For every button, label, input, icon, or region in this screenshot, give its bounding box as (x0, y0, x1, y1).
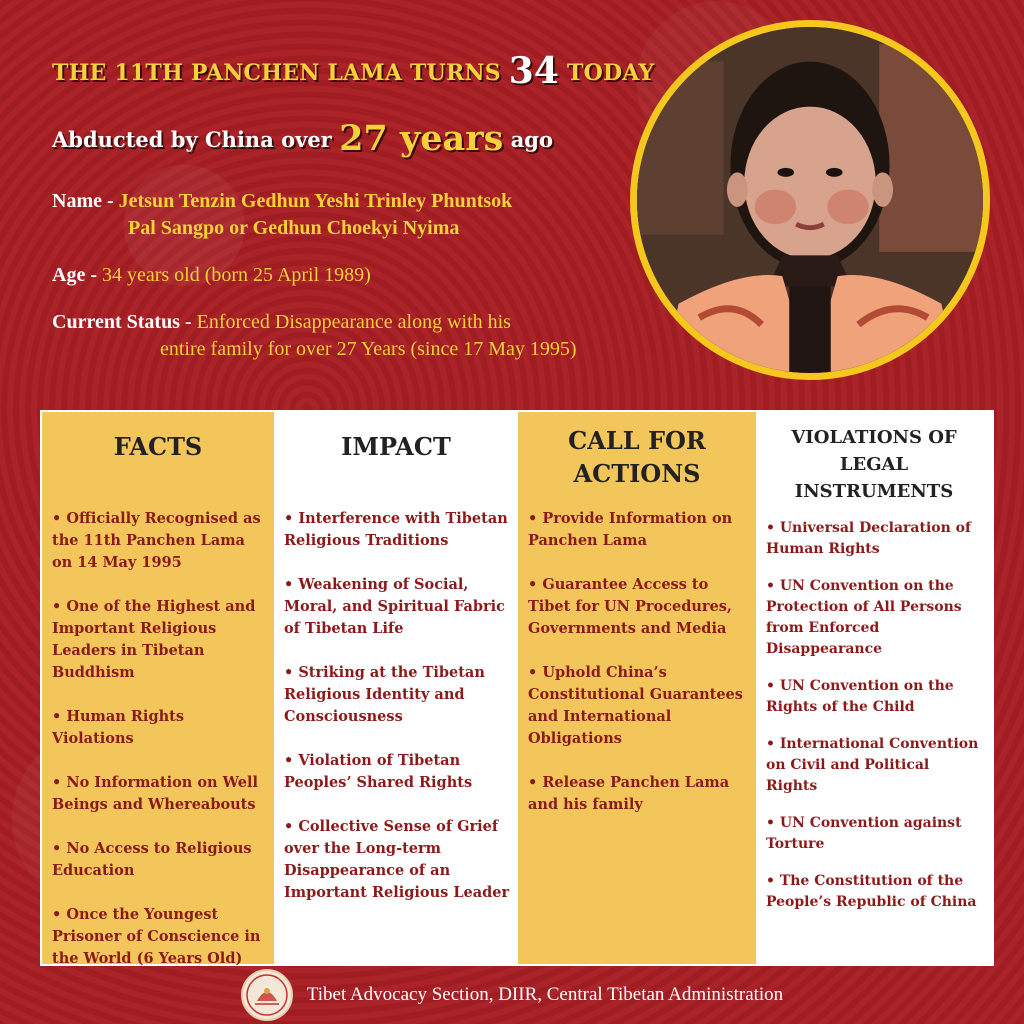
status-line-1: Enforced Disappearance along with his (196, 311, 511, 333)
headline-suffix: TODAY (567, 60, 655, 86)
column-impact (274, 412, 518, 964)
violations-list (766, 518, 984, 929)
list-item: • International Convention on Civil and Political Rights (766, 736, 979, 794)
subhead-highlight: 27 years (339, 118, 504, 159)
list-item: • One of the Highest and Important Religious Leaders in Tibetan Buddhism (52, 598, 256, 681)
age-value: 34 years old (born 25 April 1989) (101, 264, 371, 286)
status-line-2: entire family for over 27 Years (since 17 May 1995) (160, 338, 577, 360)
list-item: • Interference with Tibetan Religious Traditions (284, 510, 508, 549)
list-item: • Collective Sense of Grief over the Long-term Disappearance of an Important Religious Leader (284, 818, 510, 901)
cta-emblem-icon (241, 969, 293, 1021)
column-violations-title-line-2: LEGAL (839, 454, 909, 475)
list-item: • Provide Information on Panchen Lama (528, 510, 733, 549)
subhead-suffix: ago (510, 127, 554, 152)
name-line-1: Jetsun Tenzin Gedhun Yeshi Trinley Phuntsok (118, 190, 513, 212)
info-name (52, 188, 512, 242)
column-actions-title-line-2: ACTIONS (573, 459, 701, 488)
column-facts-title: FACTS (113, 432, 203, 461)
list-item: • Universal Declaration of Human Rights (766, 520, 972, 557)
list-item: • UN Convention on the Protection of All Persons from Enforced Disappearance (766, 578, 962, 657)
headline-prefix: THE 11TH PANCHEN LAMA TURNS (52, 60, 501, 86)
child-portrait-photo (630, 20, 990, 380)
column-actions-title (518, 424, 756, 490)
subhead-prefix: Abducted by China over (52, 127, 332, 152)
column-impact-title: IMPACT (341, 432, 451, 461)
list-item: • Violation of Tibetan Peoples’ Shared Rights (284, 752, 473, 791)
facts-list (52, 508, 266, 992)
list-item: • The Constitution of the People’s Republic of China (766, 873, 977, 910)
column-violations-title-line-3: INSTRUMENTS (794, 481, 954, 502)
name-line-2: Pal Sangpo or Gedhun Choekyi Nyima (128, 217, 460, 239)
column-call-for-actions (518, 412, 756, 964)
impact-list (284, 508, 510, 926)
actions-list (528, 508, 748, 838)
list-item: • Uphold China’s Constitutional Guarantees and International Obligations (528, 664, 743, 747)
list-item: • Once the Youngest Prisoner of Conscience in the World (6 Years Old) (52, 906, 261, 967)
age-label: Age - (52, 264, 97, 286)
column-violations-title-line-1: VIOLATIONS OF (791, 427, 957, 448)
list-item: • Striking at the Tibetan Religious Identity and Consciousness (284, 664, 485, 725)
list-item: • UN Convention on the Rights of the Child (766, 678, 954, 715)
list-item: • Human Rights Violations (52, 708, 184, 747)
list-item: • No Information on Well Beings and Whereabouts (52, 774, 258, 813)
list-item: • Release Panchen Lama and his family (528, 774, 730, 813)
column-violations-title (756, 424, 992, 505)
list-item: • UN Convention against Torture (766, 815, 962, 852)
footer (0, 966, 1024, 1024)
column-violations (756, 412, 992, 964)
list-item: • Weakening of Social, Moral, and Spiritual Fabric of Tibetan Life (284, 576, 505, 637)
subheadline (52, 118, 553, 159)
headline-age: 34 (508, 50, 560, 92)
list-item: • Officially Recognised as the 11th Panchen Lama on 14 May 1995 (52, 510, 261, 571)
info-table (40, 410, 994, 966)
info-status (52, 309, 577, 363)
column-facts (42, 412, 274, 967)
list-item: • Guarantee Access to Tibet for UN Procedures, Governments and Media (528, 576, 732, 637)
name-label: Name - (52, 190, 114, 212)
list-item: • No Access to Religious Education (52, 840, 252, 879)
status-label: Current Status - (52, 311, 192, 333)
headline (52, 50, 654, 92)
footer-credit: Tibet Advocacy Section, DIIR, Central Tibetan Administration (306, 984, 784, 1005)
column-actions-title-line-1: CALL FOR (568, 426, 706, 455)
info-age (52, 262, 371, 289)
